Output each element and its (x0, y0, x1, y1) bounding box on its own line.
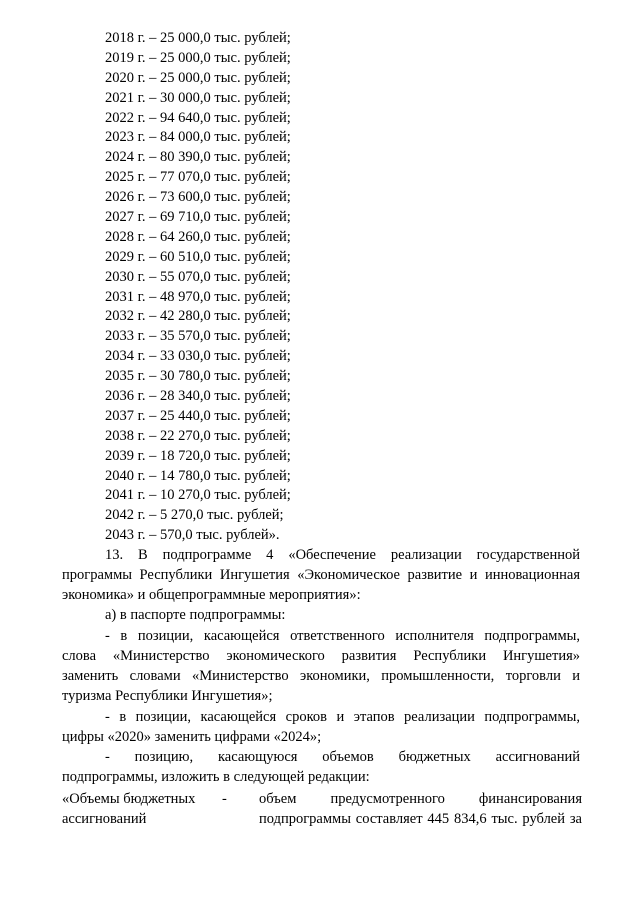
funding-by-year-list (105, 29, 291, 546)
year-item: 2039 г. – 18 720,0 тыс. рублей; (105, 447, 291, 464)
year-item: 2021 г. – 30 000,0 тыс. рублей; (105, 89, 291, 106)
table-right-line: подпрограммы составляет 445 834,6 тыс. рублей за (259, 810, 582, 827)
paragraph-line: а) в паспорте подпрограммы: (105, 607, 286, 623)
paragraph-line: - позицию, касающуюся объемов бюджетных ассигнований (105, 749, 580, 765)
paragraph-line: 13. В подпрограмме 4 «Обеспечение реализации государственной (105, 547, 580, 563)
paragraph-line: - в позиции, касающейся ответственного исполнителя подпрограммы, (105, 628, 580, 644)
paragraph-line: экономика» и общепрограммные мероприятия»: (62, 586, 361, 603)
paragraph-line: - в позиции, касающейся сроков и этапов реализации подпрограммы, (105, 709, 580, 725)
paragraph-line: программы Республики Ингушетия «Экономическое развитие и инновационная (62, 566, 580, 583)
year-item: 2029 г. – 60 510,0 тыс. рублей; (105, 248, 291, 265)
year-item: 2025 г. – 77 070,0 тыс. рублей; (105, 169, 291, 186)
year-item: 2034 г. – 33 030,0 тыс. рублей; (105, 348, 291, 365)
table-left-line: ассигнований (62, 810, 147, 827)
bullet-terms-stages (62, 708, 580, 748)
table-dash: - (222, 791, 227, 807)
year-item: 2035 г. – 30 780,0 тыс. рублей; (105, 368, 291, 385)
table-left-line: «Объемы бюджетных (62, 791, 196, 807)
year-item: 2037 г. – 25 440,0 тыс. рублей; (105, 407, 291, 424)
year-item: 2036 г. – 28 340,0 тыс. рублей; (105, 388, 291, 405)
year-item: 2031 г. – 48 970,0 тыс. рублей; (105, 288, 291, 305)
year-item: 2041 г. – 10 270,0 тыс. рублей; (105, 487, 291, 504)
paragraph-a (62, 606, 580, 626)
bullet-budget-allocations (62, 748, 580, 788)
year-item: 2040 г. – 14 780,0 тыс. рублей; (105, 467, 291, 484)
year-item: 2027 г. – 69 710,0 тыс. рублей; (105, 209, 291, 226)
paragraph-line: туризма Республики Ингушетия»; (62, 687, 273, 704)
table-right-line: объем предусмотренного финансирования (259, 791, 582, 807)
year-item: 2042 г. – 5 270,0 тыс. рублей; (105, 507, 284, 524)
year-item: 2030 г. – 55 070,0 тыс. рублей; (105, 268, 291, 285)
year-item: 2043 г. – 570,0 тыс. рублей». (105, 527, 280, 544)
year-item: 2033 г. – 35 570,0 тыс. рублей; (105, 328, 291, 345)
table-right-cell (249, 790, 582, 830)
year-item: 2026 г. – 73 600,0 тыс. рублей; (105, 189, 291, 206)
paragraph-line: слова «Министерство экономического развития Республики Ингушетия» (62, 647, 580, 664)
year-item: 2023 г. – 84 000,0 тыс. рублей; (105, 129, 291, 146)
year-item: 2032 г. – 42 280,0 тыс. рублей; (105, 308, 291, 325)
year-item: 2022 г. – 94 640,0 тыс. рублей; (105, 109, 291, 126)
paragraph-line: цифры «2020» заменить цифрами «2024»; (62, 728, 322, 745)
year-item: 2018 г. – 25 000,0 тыс. рублей; (105, 30, 291, 46)
year-item: 2028 г. – 64 260,0 тыс. рублей; (105, 228, 291, 245)
year-item: 2024 г. – 80 390,0 тыс. рублей; (105, 149, 291, 166)
year-item: 2020 г. – 25 000,0 тыс. рублей; (105, 69, 291, 86)
table-left-cell (62, 790, 222, 830)
bullet-responsible-executor (62, 627, 580, 707)
year-item: 2038 г. – 22 270,0 тыс. рублей; (105, 427, 291, 444)
paragraph-line: подпрограммы, изложить в следующей редакции: (62, 768, 370, 785)
year-item: 2019 г. – 25 000,0 тыс. рублей; (105, 49, 291, 66)
paragraph-13 (62, 546, 580, 606)
paragraph-line: заменить словами «Министерство экономики, промышленности, торговли и (62, 667, 580, 684)
